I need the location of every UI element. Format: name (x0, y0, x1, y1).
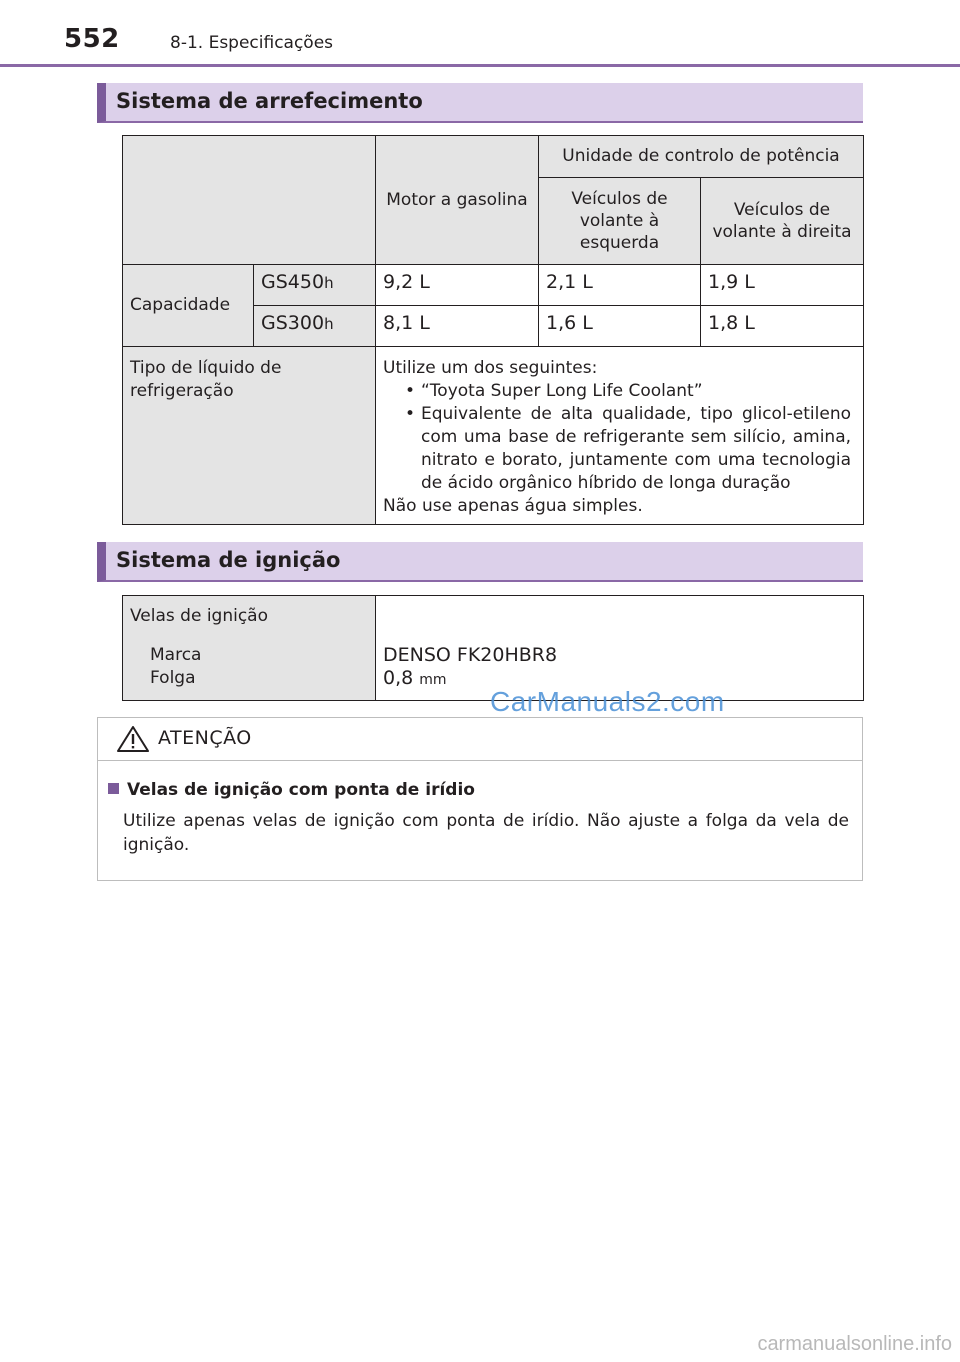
gap-value: 0,8 (383, 667, 414, 689)
warning-triangle-icon (116, 725, 150, 753)
rhd-capacity: 1,9 L (701, 265, 864, 306)
table-row (123, 265, 864, 306)
table-corner-cell (123, 136, 376, 265)
model-cell: GS300h (254, 306, 376, 347)
warning-header (98, 718, 862, 761)
lhd-capacity: 1,6 L (539, 306, 701, 347)
list-item: • Equivalente de alta qualidade, tipo glicol-etileno com uma base de refrigerante sem silício, amina, nitrato e borato, juntamente com uma tecnologia de ácido orgânico híbrido de longa duração (383, 403, 851, 495)
brand-label: Marca (150, 645, 202, 665)
rhd-capacity: 1,8 L (701, 306, 864, 347)
header-rule (0, 64, 960, 67)
page-number: 552 (64, 24, 120, 54)
section-cooling-title: Sistema de arrefecimento (116, 89, 423, 113)
coolant-note: Não use apenas água simples. (383, 496, 643, 516)
table-row (123, 596, 864, 701)
section-cooling-bar (97, 83, 863, 123)
warning-label: ATENÇÃO (158, 727, 252, 749)
list-item: • “Toyota Super Long Life Coolant” (383, 380, 851, 403)
capacity-label: Capacidade (123, 265, 254, 347)
coolant-type-label: Tipo de líquido de refrigeração (123, 347, 376, 525)
table-row (123, 347, 864, 525)
cooling-table (122, 135, 864, 525)
section-ignition-bar (97, 542, 863, 582)
col-header-pcu: Unidade de controlo de potência (539, 136, 864, 178)
footer-watermark: carmanualsonline.info (757, 1333, 952, 1355)
warning-subtitle-line (108, 780, 475, 800)
warning-box (97, 717, 863, 881)
model-cell: GS450h (254, 265, 376, 306)
warning-subtitle: Velas de ignição com ponta de irídio (127, 780, 475, 800)
ignition-value-cell (376, 596, 864, 701)
plugs-label: Velas de ignição (130, 606, 269, 626)
gasoline-capacity: 8,1 L (376, 306, 539, 347)
ignition-label-cell (123, 596, 376, 701)
coolant-bullet-list (383, 380, 851, 495)
warning-text: Utilize apenas velas de ignição com ponta de irídio. Não ajuste a folga da vela de ignição. (123, 811, 849, 855)
col-header-rhd: Veículos de volante à direita (701, 178, 864, 265)
gap-unit: mm (419, 672, 447, 688)
coolant-intro: Utilize um dos seguintes: (383, 358, 598, 378)
lhd-capacity: 2,1 L (539, 265, 701, 306)
chapter-title: 8-1. Especificações (170, 33, 334, 53)
col-header-lhd: Veículos de volante à esquerda (539, 178, 701, 265)
gasoline-capacity: 9,2 L (376, 265, 539, 306)
watermark: CarManuals2.com (490, 686, 725, 717)
coolant-type-value (376, 347, 864, 525)
page-header (0, 0, 960, 68)
section-ignition-title: Sistema de ignição (116, 548, 341, 572)
square-bullet-icon (108, 783, 119, 794)
brand-value: DENSO FK20HBR8 (383, 644, 558, 666)
gap-label: Folga (150, 668, 196, 688)
col-header-gasoline: Motor a gasolina (376, 136, 539, 265)
